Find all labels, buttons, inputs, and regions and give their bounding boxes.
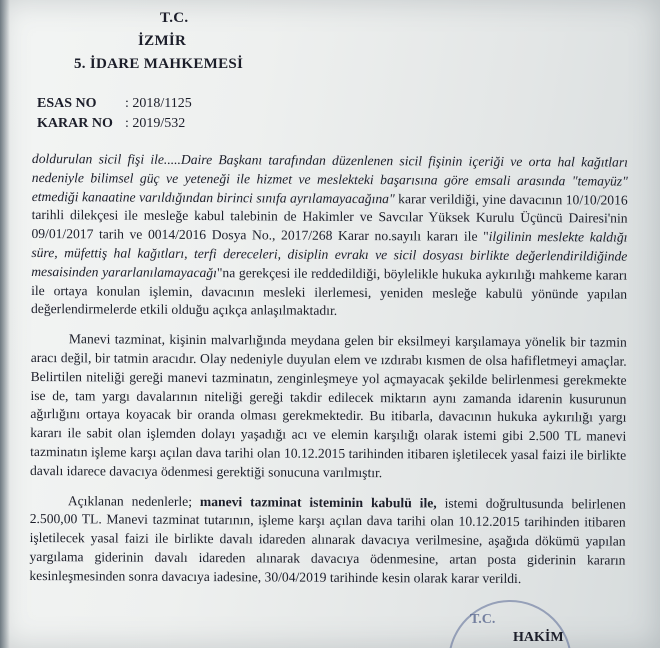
court-name: 5. İDARE MAHKEMESİ [74,56,244,72]
paragraph-1 [31,150,628,323]
header-city: İZMİR [138,33,187,49]
karar-no-value: : 2019/532 [125,116,186,131]
decision-body [29,150,628,589]
paragraph-1-conclusion: "na gerekçesi ile reddedildiği, böylelikle hukuka aykırılığı mahkeme kararı ile ortaya konulan işlemin, davacının mesleki ilerlemesi, yeniden mesleğe kabulü yönünde yapılan değerlendirmelerde etkili olduğu açıkça anlaşılmaktadır. [30,264,628,319]
karar-no-label: KARAR NO [37,116,113,131]
quote-text-2: ilgilinin meslekte kaldığı süre, müfettiş hal kağıtları, terfi dereceleri, disiplin evrakı ve sicil dosyası birlikte değerlendirildiğinde mesaisinden yararlanılamayacağı [31,228,628,280]
paragraph-3-text: istemi doğrultusunda belirlenen 2.500,00 TL. Manevi tazminat tutarının, işleme karşı açılan dava tarihi olan 10.12.2015 tarihinden itibaren işletilecek yasal faizi ile birlikte davalı idareden alınarak davacıya verilmesine, aşağıda dökümü yapılan yargılama giderinin davalı idareden alınarak davacıya ödenmesine, artan posta giderinin kararın kesinleşmesinden sonra davacıya iadesine, 30/04/2019 tarihinde kesin olarak karar verildi. [29,495,626,586]
stamp-tc-text: T.C. [470,612,496,627]
page-shadow-edge [0,0,10,648]
paragraph-1-text: karar verildiği, yine davacının 10/10/2016 tarihli dilekçesi ile mesleğe kabul talebinin de Hakimler ve Savcılar Yüksek Kurulu Üçüncü Dairesi'nin 09/01/2017 tarih ve 0014/2016 Dosya No., 2017/268 Karar no.sayılı kararı ile " [31,190,628,244]
paragraph-3 [29,492,626,590]
paragraph-2: Manevi tazminat, kişinin malvarlığında meydana gelen bir eksilmeyi karşılamaya yönelik bir tazmin aracı değil, bir tatmin aracıdır. Olay nedeniyle duyulan elem ve ızdırabı kısmen de olsa hafifletmeyi amaçlar. Belirtilen niteliği gereği manevi tazminatın, zenginleşmeye yol açmayacak şekilde belirlenmesi gerekmekte ise de, tam yargı davalarının niteliği gereği takdir edilecek miktarın aynı zamanda idarenin kusurunun ağırlığını ortaya koyacak bir oranda olması gerekmektedir. Bu itibarla, davacının hukuka aykırılığı yargı kararı ile sabit olan işlemden dolayı yaşadığı acı ve elemin karşılığı olarak istemi gibi 2.500 TL manevi tazminatın işleme karşı açılan dava tarihi olan 10.12.2015 tarihinden itibaren işletilecek yasal faizi ile birlikte davalı idarece davacıya ödenmesi gerektiği sonucuna varılmıştır. [29,331,627,480]
paragraph-3-ruling: manevi tazminat isteminin kabulü ile, [199,493,437,511]
paragraph-3-intro: Açıklanan nedenlerle; [67,492,200,509]
judge-label: HAKİM [513,630,564,645]
header-tc: T.C. [160,10,189,26]
quote-text-1: doldurulan sicil fişi ile.....Daire Başkanı tarafından düzenlenen sicil fişinin içeriği ve orta hal kağıtları nedeniyle bilimsel güç ve yeteneği ile hizmet ve meslekteki başarısına göre emsali arasında "temayüz" etmediği kanaatine varıldığından birinci sınıfa ayrılamayacağına" [31,150,628,206]
esas-no-label: ESAS NO [37,96,97,111]
karar-no-row [37,116,185,132]
esas-no-row [37,96,192,112]
esas-no-value: : 2018/1125 [125,96,192,111]
